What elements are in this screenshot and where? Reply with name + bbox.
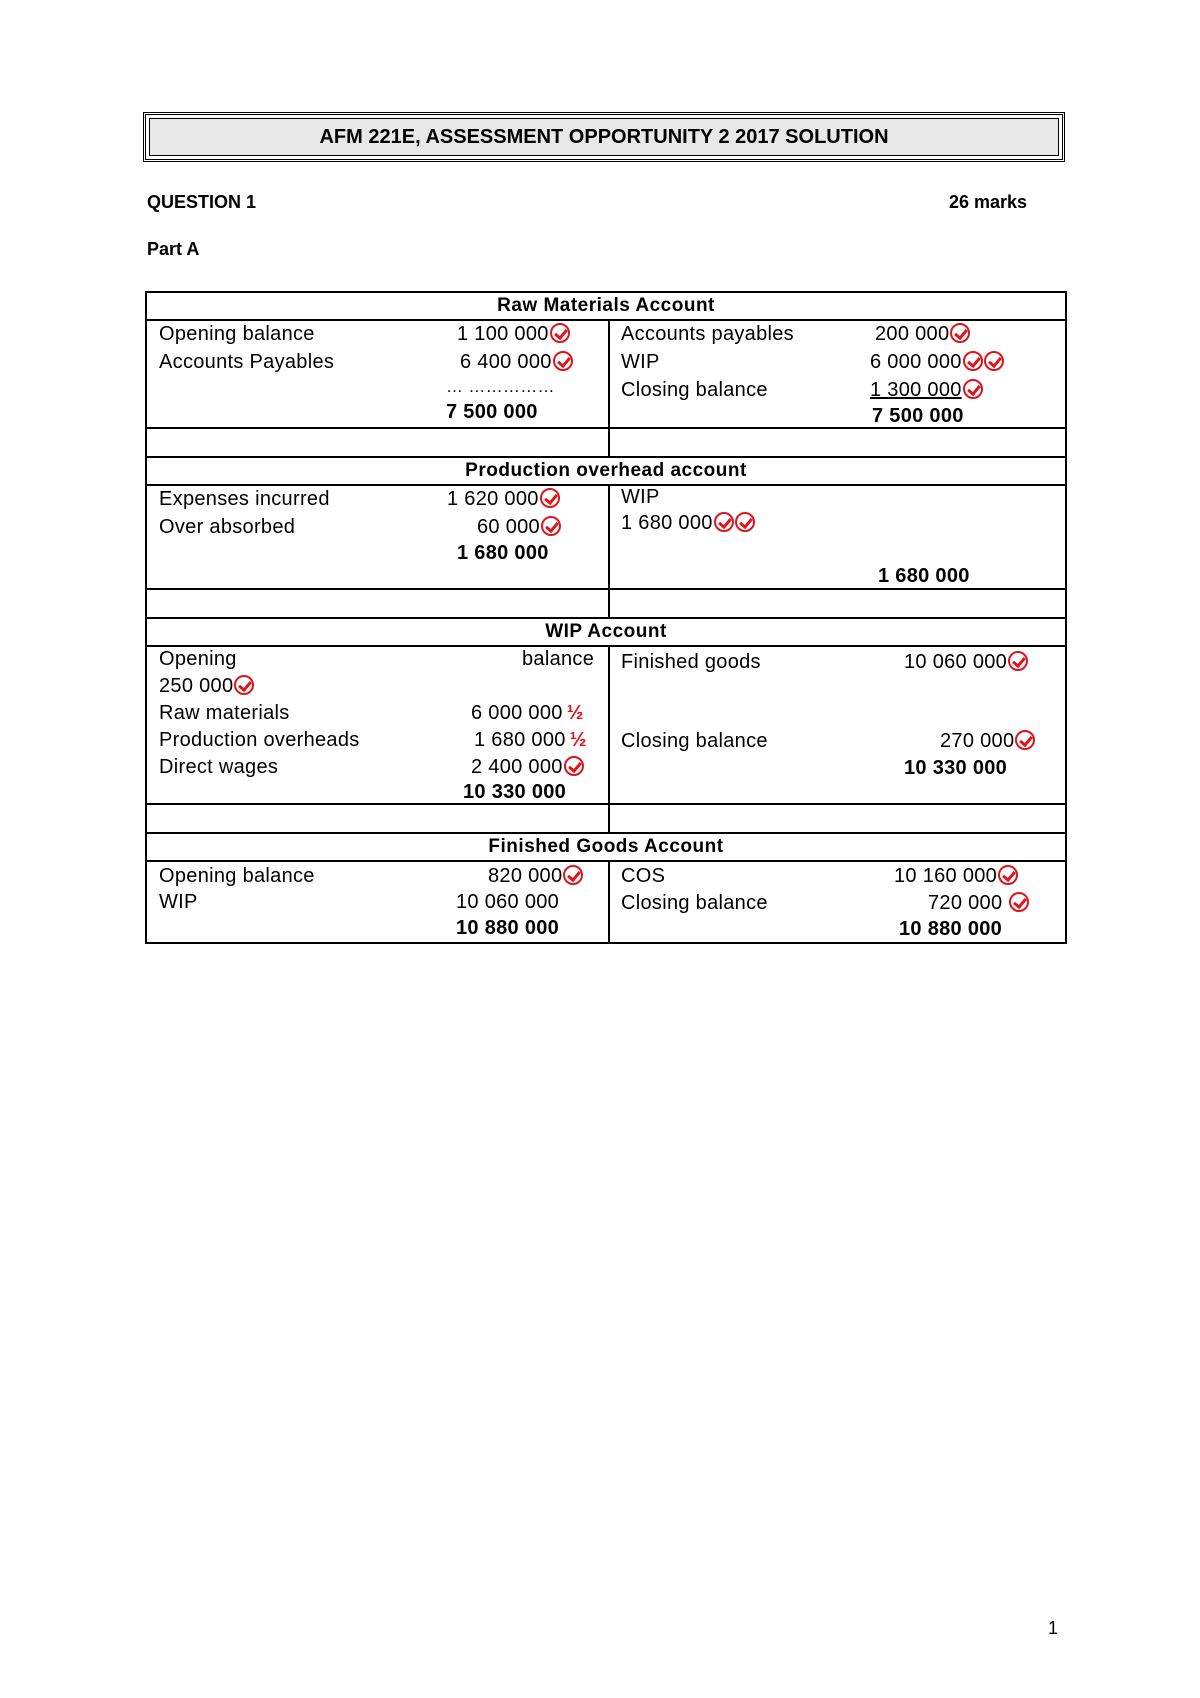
entry-label: Finished goods <box>621 651 761 673</box>
spacer-row <box>145 429 1067 456</box>
half-mark-icon: ½ <box>566 702 584 724</box>
entry-amount: … …………… <box>446 377 555 396</box>
entry-amount: 6 000 000 <box>870 351 962 373</box>
half-mark-icon: ½ <box>569 729 587 751</box>
credit-side <box>610 647 1065 805</box>
check-circle-icon <box>963 351 983 371</box>
check-circle-icon <box>735 512 755 532</box>
title-box <box>143 112 1065 162</box>
entry-amount: 10 060 000 <box>456 891 560 913</box>
entry-label: Opening balance <box>159 865 315 887</box>
credit-total: 7 500 000 <box>872 405 964 427</box>
entry-label: Closing balance <box>621 892 768 914</box>
entry-label: 250 000 <box>159 675 234 697</box>
entry-amount: 1 680 000 <box>474 729 566 751</box>
entry-label: Opening <box>159 648 237 670</box>
wip-account <box>145 617 1067 805</box>
page-number: 1 <box>1048 1618 1059 1638</box>
check-circle-icon <box>963 379 983 399</box>
check-circle-icon <box>984 351 1004 371</box>
entry-amount: 60 000 <box>477 516 540 538</box>
entry-amount: 10 060 000 <box>904 651 1008 673</box>
credit-total: 10 880 000 <box>899 918 1003 940</box>
question-label: QUESTION 1 <box>147 192 257 212</box>
entry-label: Accounts Payables <box>159 351 335 373</box>
debit-side <box>147 321 610 429</box>
credit-total: 1 680 000 <box>878 565 970 587</box>
entry-label: WIP <box>621 486 660 508</box>
production-overhead-account <box>145 456 1067 590</box>
check-circle-icon <box>564 756 584 776</box>
check-circle-icon <box>950 323 970 343</box>
check-circle-icon <box>998 865 1018 885</box>
entry-amount: 270 000 <box>940 730 1015 752</box>
entry-label: Direct wages <box>159 756 279 778</box>
account-title: WIP Account <box>147 619 1065 647</box>
finished-goods-account <box>145 832 1067 944</box>
entry-amount: balance <box>522 648 595 670</box>
entry-label: Raw materials <box>159 702 290 724</box>
account-title: Raw Materials Account <box>147 293 1065 321</box>
debit-total: 10 330 000 <box>463 781 567 803</box>
check-circle-icon <box>563 865 583 885</box>
entry-amount: 820 000 <box>488 865 563 887</box>
check-circle-icon <box>553 351 573 371</box>
entry-amount: 10 160 000 <box>894 865 998 887</box>
entry-label: WIP <box>159 891 198 913</box>
entry-amount: 1 620 000 <box>447 488 539 510</box>
check-circle-icon <box>540 488 560 508</box>
check-circle-icon <box>541 516 561 536</box>
entry-label: 1 680 000 <box>621 512 713 534</box>
question-marks: 26 marks <box>949 192 1028 212</box>
entry-label: Over absorbed <box>159 516 296 538</box>
credit-total: 10 330 000 <box>904 757 1008 779</box>
account-title: Production overhead account <box>147 458 1065 486</box>
entry-amount: 720 000 <box>928 892 1003 914</box>
entry-label: Closing balance <box>621 730 768 752</box>
check-circle-icon <box>1015 730 1035 750</box>
debit-side <box>147 862 610 944</box>
entry-label: WIP <box>621 351 660 373</box>
raw-materials-account <box>145 291 1067 429</box>
debit-side <box>147 647 610 805</box>
credit-side <box>610 486 1065 590</box>
entry-label: Accounts payables <box>621 323 794 345</box>
entry-amount: 200 000 <box>875 323 950 345</box>
entry-amount: 1 300 000 <box>870 379 962 401</box>
entry-label: COS <box>621 865 666 887</box>
entry-amount: 6 400 000 <box>460 351 552 373</box>
entry-label: Closing balance <box>621 379 768 401</box>
check-circle-icon <box>1009 892 1029 912</box>
debit-total: 7 500 000 <box>446 401 538 423</box>
debit-total: 1 680 000 <box>457 542 549 564</box>
entry-amount: 6 000 000 <box>471 702 563 724</box>
debit-side <box>147 486 610 590</box>
check-circle-icon <box>550 323 570 343</box>
entry-label: Expenses incurred <box>159 488 330 510</box>
entry-label: Production overheads <box>159 729 360 751</box>
credit-side <box>610 862 1065 944</box>
entry-amount: 2 400 000 <box>471 756 563 778</box>
credit-side <box>610 321 1065 429</box>
entry-amount: 1 100 000 <box>457 323 549 345</box>
spacer-row <box>145 590 1067 617</box>
document-title: AFM 221E, ASSESSMENT OPPORTUNITY 2 2017 SOLUTION <box>149 118 1059 156</box>
account-title: Finished Goods Account <box>147 834 1065 862</box>
check-circle-icon <box>714 512 734 532</box>
debit-total: 10 880 000 <box>456 917 560 939</box>
check-circle-icon <box>234 675 254 695</box>
check-circle-icon <box>1008 651 1028 671</box>
spacer-row <box>145 805 1067 832</box>
entry-label: Opening balance <box>159 323 315 345</box>
part-label: Part A <box>147 239 200 259</box>
